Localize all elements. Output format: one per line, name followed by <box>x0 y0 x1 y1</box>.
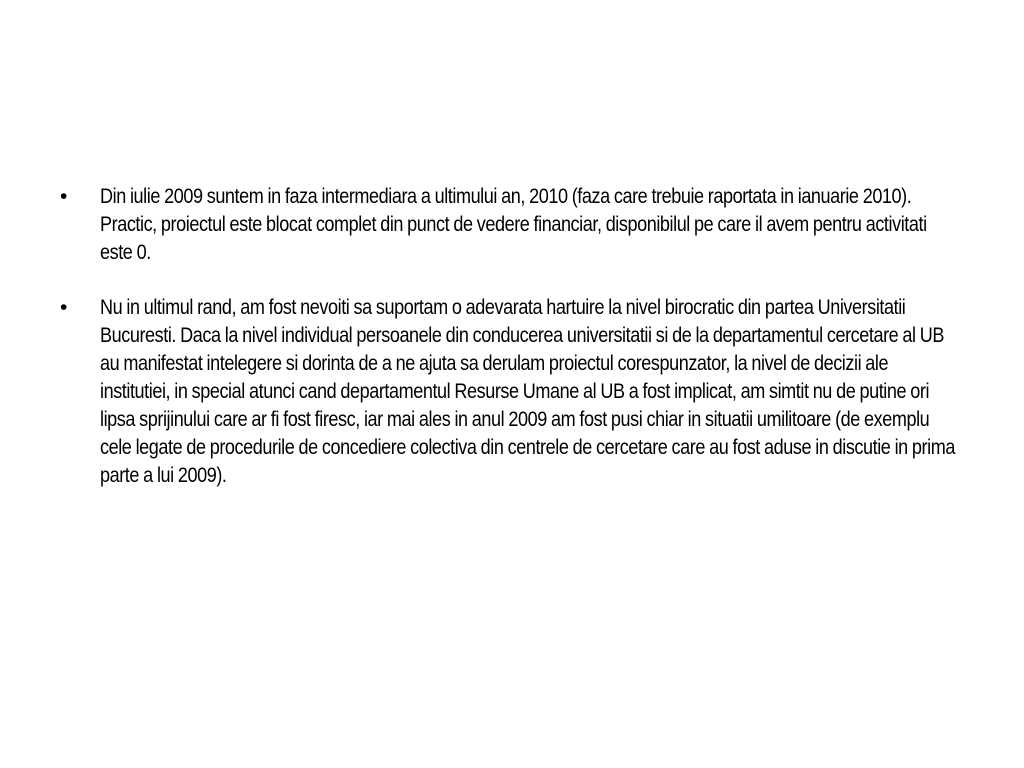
bullet-text-1: Din iulie 2009 suntem in faza intermediara a ultimului an, 2010 (faza care trebuie raportata in ianuarie 2010). Practic, proiectul este blocat complet din punct de vedere financiar, disponibilul pe care il avem pentru activitati este 0. <box>100 185 927 264</box>
bullet-item-2 <box>60 294 960 490</box>
bullet-dot-icon: • <box>60 185 67 208</box>
bullet-dot-icon: • <box>60 296 67 319</box>
bullet-item-1 <box>60 183 960 267</box>
bullet-text-2: Nu in ultimul rand, am fost nevoiti sa suportam o adevarata hartuire la nivel birocratic din partea Universitatii Bucuresti. Daca la nivel individual persoanele din conducerea universitatii si de la departamentul cercetare al UB au manifestat intelegere si dorinta de a ne ajuta sa derulam proiectul corespunzator, la nivel de decizii ale institutiei, in special atunci cand departamentul Resurse Umane al UB a fost implicat, am simtit nu de putine ori lipsa sprijinului care ar fi fost firesc, iar mai ales in anul 2009 am fost pusi chiar in situatii umilitoare (de exemplu cele legate de procedurile de concediere colectiva din centrele de cercetare care au fost aduse in discutie in prima parte a lui 2009). <box>100 296 955 487</box>
bullet-list <box>60 183 960 517</box>
